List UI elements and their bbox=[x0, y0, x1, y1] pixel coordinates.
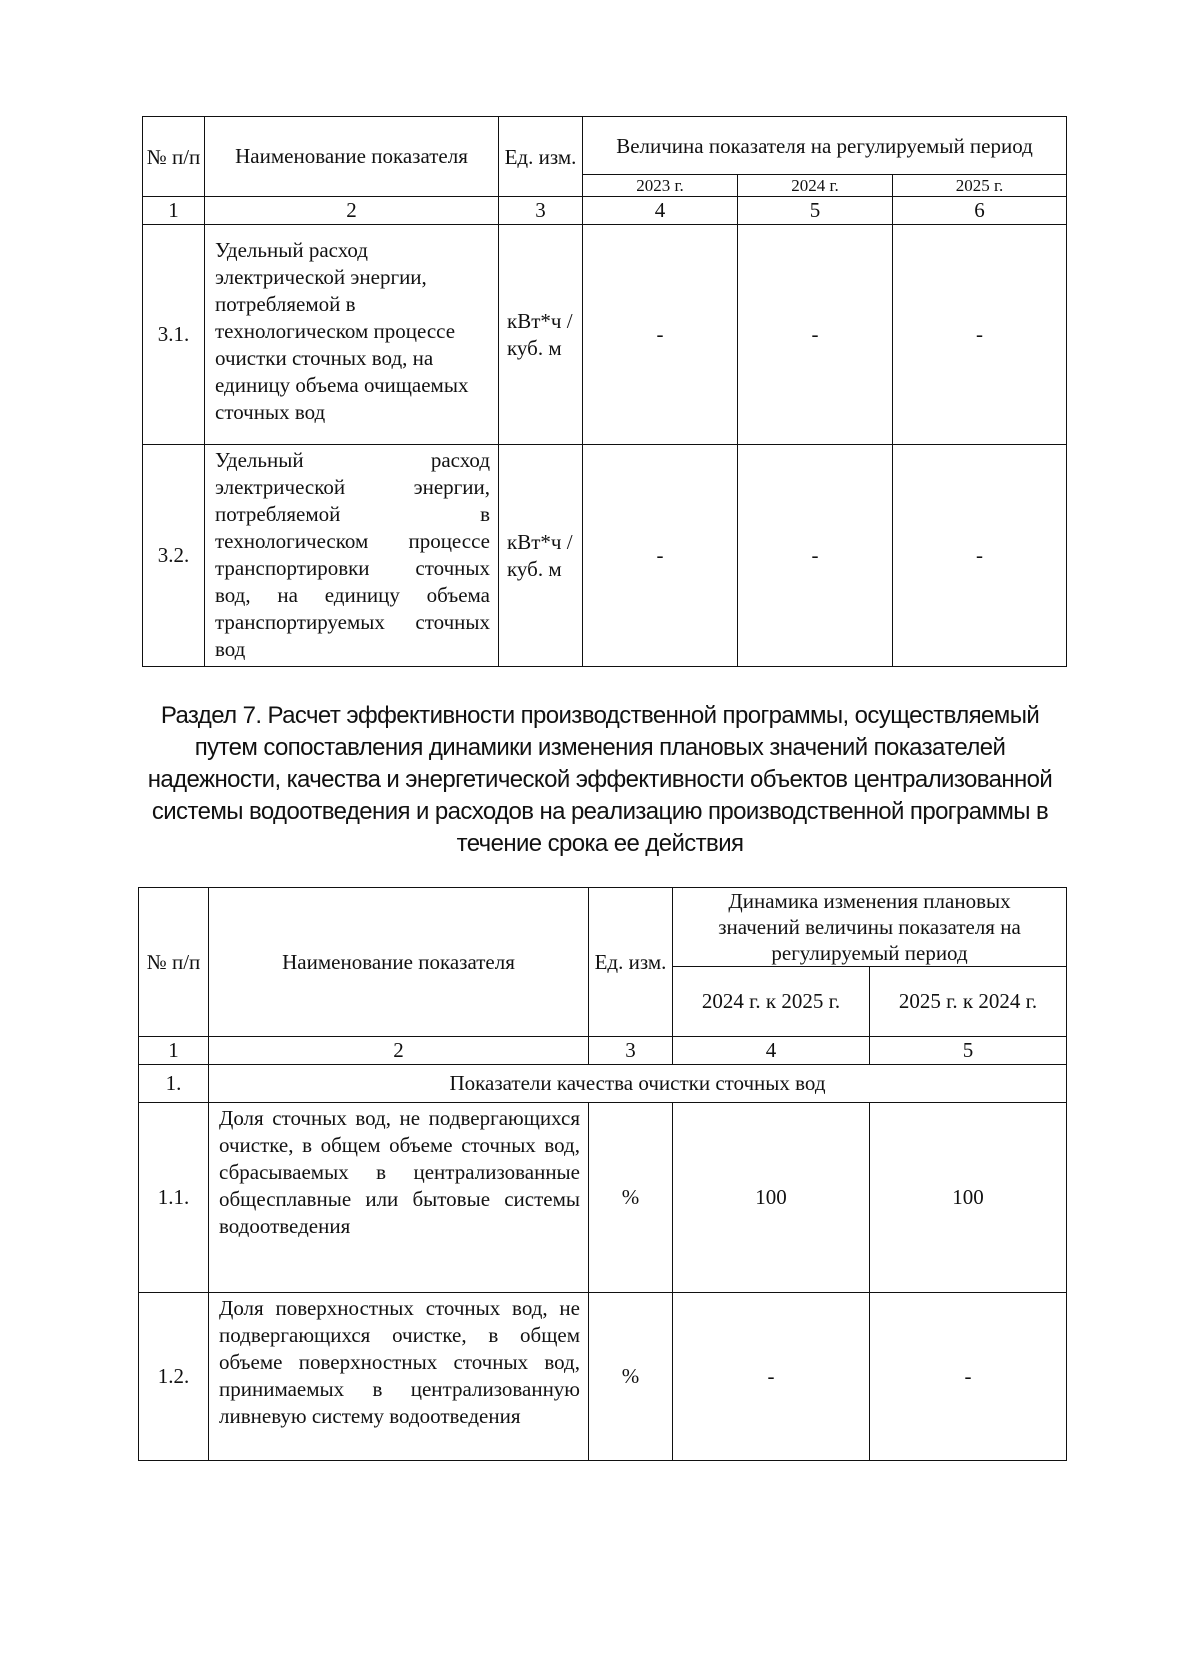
row-name: Удельный расход электрической энергии, потребляемой в технологическом процессе очистки сточных вод, на единицу объема очищаемых сточных вод bbox=[205, 225, 499, 445]
col-number: 6 bbox=[893, 197, 1067, 225]
header-dynamics: Динамика изменения плановых значений величины показателя на регулируемый период bbox=[673, 888, 1067, 967]
row-unit: кВт*ч /куб. м bbox=[499, 225, 583, 445]
header-year-2023: 2023 г. bbox=[583, 175, 738, 197]
header-period-2024-2025: 2024 г. к 2025 г. bbox=[673, 967, 870, 1037]
row-num: 3.1. bbox=[143, 225, 205, 445]
header-period: Величина показателя на регулируемый период bbox=[583, 117, 1067, 175]
section-title-line: течение срока ее действия bbox=[456, 830, 744, 857]
row-value-2025-2024: 100 bbox=[870, 1103, 1067, 1293]
header-unit: Ед. изм. bbox=[499, 117, 583, 197]
row-value-2024: - bbox=[738, 445, 893, 667]
row-value-2024: - bbox=[738, 225, 893, 445]
indicators-table-energy bbox=[142, 116, 1067, 667]
table-row bbox=[143, 225, 1067, 445]
group-title: Показатели качества очистки сточных вод bbox=[209, 1065, 1067, 1103]
col-number: 1 bbox=[143, 197, 205, 225]
col-number: 5 bbox=[870, 1037, 1067, 1065]
header-num: № п/п bbox=[143, 117, 205, 197]
row-value-2024-2025: 100 bbox=[673, 1103, 870, 1293]
row-value-2025: - bbox=[893, 225, 1067, 445]
section-title-line: Раздел 7. Расчет эффективности производственной программы, осуществляемый bbox=[160, 702, 1040, 729]
col-number: 3 bbox=[499, 197, 583, 225]
row-name: Доля сточных вод, не подвергающихся очистке, в общем объеме сточных вод, сбрасываемых в централизованные общесплавные или бытовые системы водоотведения bbox=[209, 1103, 589, 1293]
row-name: Удельный расход электрической энергии, потребляемой в технологическом процессе транспортировки сточных вод, на единицу объема транспортируемых сточных вод bbox=[205, 445, 499, 667]
section-7-title bbox=[130, 700, 1070, 860]
col-number: 5 bbox=[738, 197, 893, 225]
col-number: 4 bbox=[583, 197, 738, 225]
header-num: № п/п bbox=[139, 888, 209, 1037]
col-number: 4 bbox=[673, 1037, 870, 1065]
column-numbers-row bbox=[139, 1037, 1067, 1065]
table-row bbox=[139, 1103, 1067, 1293]
col-number: 1 bbox=[139, 1037, 209, 1065]
row-value-2023: - bbox=[583, 445, 738, 667]
header-year-2024: 2024 г. bbox=[738, 175, 893, 197]
indicators-table-dynamics bbox=[138, 887, 1067, 1461]
table-row bbox=[139, 1293, 1067, 1461]
section-title-line: путем сопоставления динамики изменения плановых значений показателей bbox=[194, 734, 1006, 761]
row-unit: кВт*ч / куб. м bbox=[499, 445, 583, 667]
col-number: 2 bbox=[205, 197, 499, 225]
row-unit: % bbox=[589, 1293, 673, 1461]
table-row bbox=[143, 445, 1067, 667]
header-unit: Ед. изм. bbox=[589, 888, 673, 1037]
header-period-2025-2024: 2025 г. к 2024 г. bbox=[870, 967, 1067, 1037]
row-unit: % bbox=[589, 1103, 673, 1293]
section-title-line: надежности, качества и энергетической эффективности объектов централизованной bbox=[147, 766, 1053, 793]
header-name: Наименование показателя bbox=[205, 117, 499, 197]
row-value-2025-2024: - bbox=[870, 1293, 1067, 1461]
header-year-2025: 2025 г. bbox=[893, 175, 1067, 197]
group-row bbox=[139, 1065, 1067, 1103]
section-title-line: системы водоотведения и расходов на реализацию производственной программы в bbox=[151, 798, 1049, 825]
header-name: Наименование показателя bbox=[209, 888, 589, 1037]
row-value-2025: - bbox=[893, 445, 1067, 667]
row-num: 1.1. bbox=[139, 1103, 209, 1293]
row-num: 3.2. bbox=[143, 445, 205, 667]
col-number: 2 bbox=[209, 1037, 589, 1065]
group-num: 1. bbox=[139, 1065, 209, 1103]
row-value-2024-2025: - bbox=[673, 1293, 870, 1461]
row-value-2023: - bbox=[583, 225, 738, 445]
col-number: 3 bbox=[589, 1037, 673, 1065]
row-num: 1.2. bbox=[139, 1293, 209, 1461]
row-name: Доля поверхностных сточных вод, не подвергающихся очистке, в общем объеме поверхностных сточных вод, принимаемых в централизованную ливневую систему водоотведения bbox=[209, 1293, 589, 1461]
column-numbers-row bbox=[143, 197, 1067, 225]
